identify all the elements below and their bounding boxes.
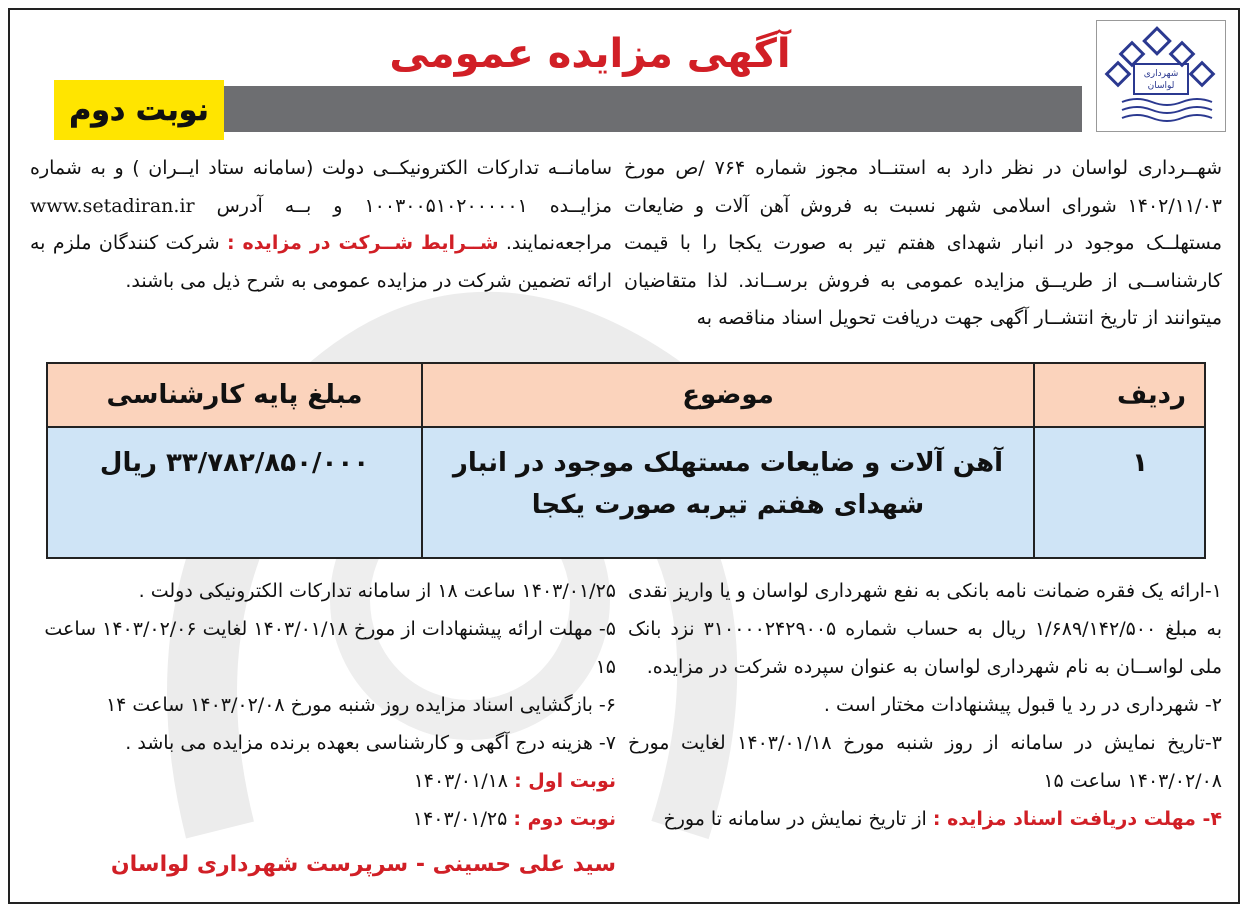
round-1-date: ۱۴۰۳/۰۱/۱۸ — [413, 770, 509, 792]
item-7: ۷- هزینه درج آگهی و کارشناسی بعهده برنده مزایده می باشد . — [125, 732, 616, 754]
intro-right-text: شهــرداری لواسان در نظر دارد به استنــاد مجوز شماره ۷۶۴ /ص مورخ ۱۴۰۲/۱۱/۰۳ شورای اسلامی شهر نسبت به فروش آهن آلات و ضایعات مستهلــک موجود در انبار شهدای هفتم تیر به صورت یکجا را با قیمت کارشناســی از طریــق مزایده عمومی به فروش برســاند. لذا متقاضیان میتوانند از تاریخ انتشــار آگهی جهت دریافت تحویل اسناد مناقصه به — [624, 157, 1222, 329]
logo-text-line1: شهرداری — [1143, 69, 1179, 79]
round-2 — [30, 800, 616, 838]
item-4-continued: ۱۴۰۳/۰۱/۲۵ ساعت ۱۸ از سامانه تدارکات الکترونیکی دولت . — [138, 580, 616, 602]
table-header-row — [47, 363, 1205, 427]
round-badge — [54, 80, 224, 140]
auction-table — [46, 362, 1206, 559]
conditions-label: شــرایط شــرکت در مزایده : — [226, 232, 499, 254]
cell-radif: ۱ — [1034, 427, 1205, 558]
item-5: ۵- مهلت ارائه پیشنهادات از مورخ ۱۴۰۳/۰۱/۱۸ لغایت ۱۴۰۳/۰۲/۰۶ ساعت ۱۵ — [44, 618, 616, 678]
header-subject: موضوع — [422, 363, 1034, 427]
header-radif: ردیف — [1034, 363, 1205, 427]
cell-price: ۳۳/۷۸۲/۸۵۰/۰۰۰ ریال — [47, 427, 422, 558]
cell-subject — [422, 427, 1034, 558]
intro-right-column — [624, 150, 1222, 338]
conditions-text: شرکت کنندگان ملزم به ارائه تضمین شرکت در مزایده عمومی به شرح ذیل می باشند. — [30, 232, 612, 292]
item-4-text: از تاریخ نمایش در سامانه تا مورخ — [663, 808, 927, 830]
logo-text-line2: لواسان — [1147, 81, 1175, 91]
lavasan-logo-icon — [1102, 26, 1220, 126]
subject-line-1: آهن آلات و ضایعات مستهلک موجود در انبار — [452, 448, 1004, 478]
signer: سید علی حسینی - سرپرست شهرداری لواسان — [110, 852, 616, 877]
item-2: ۲- شهرداری در رد یا قبول پیشنهادات مختار است . — [823, 694, 1222, 716]
intro-left-text-2: مراجعه‌نمایند. — [505, 232, 613, 254]
round-badge-label: نوبت دوم — [69, 92, 209, 128]
intro-left-column — [30, 150, 612, 300]
item-4-label: ۴- مهلت دریافت اسناد مزایده : — [932, 808, 1222, 830]
table-row — [47, 427, 1205, 558]
intro-left-text-1: سامانــه تدارکات الکترونیکــی دولت (سامانه ستاد ایــران ) و به شماره مزایــده ۱۰۰۳۰۰۵۱۰۲۰۰۰۰۰۱ و بــه آدرس — [30, 157, 613, 217]
round-1-label: نوبت اول : — [514, 770, 616, 792]
round-2-label: نوبت دوم : — [513, 808, 616, 830]
municipality-logo — [1096, 20, 1226, 132]
item-3: ۳-تاریخ نمایش در سامانه از روز شنبه مورخ ۱۴۰۳/۰۱/۱۸ لغایت مورخ ۱۴۰۳/۰۲/۰۸ ساعت ۱۵ — [628, 732, 1223, 792]
item-6: ۶- بازگشایی اسناد مزایده روز شنبه مورخ ۱۴۰۳/۰۲/۰۸ ساعت ۱۴ — [105, 694, 616, 716]
round-1 — [30, 762, 616, 800]
item-1: ۱-ارائه یک فقره ضمانت نامه بانکی به نفع شهرداری لواسان و یا واریز نقدی به مبلغ ۱/۶۸۹/۱۴۲/۵۰۰ ریال به حساب شماره ۳۱۰۰۰۰۲۴۲۹۰۰۵ نزد بانک ملی لواســان به نام شهرداری لواسان به عنوان سپرده شرکت در مزایده. — [628, 580, 1222, 678]
header-bar — [220, 86, 1082, 132]
item-4 — [628, 800, 1222, 838]
website-link[interactable]: www.setadiran.ir — [30, 194, 195, 217]
notice-page — [8, 8, 1240, 904]
items-right-column — [628, 572, 1222, 838]
subject-line-2: شهدای هفتم تیربه صورت یکجا — [531, 490, 925, 520]
notice-title: آگهی مزایده عمومی — [389, 31, 791, 77]
round-2-date: ۱۴۰۳/۰۱/۲۵ — [412, 808, 508, 830]
header-price: مبلغ پایه کارشناسی — [47, 363, 422, 427]
items-left-column — [30, 572, 616, 884]
